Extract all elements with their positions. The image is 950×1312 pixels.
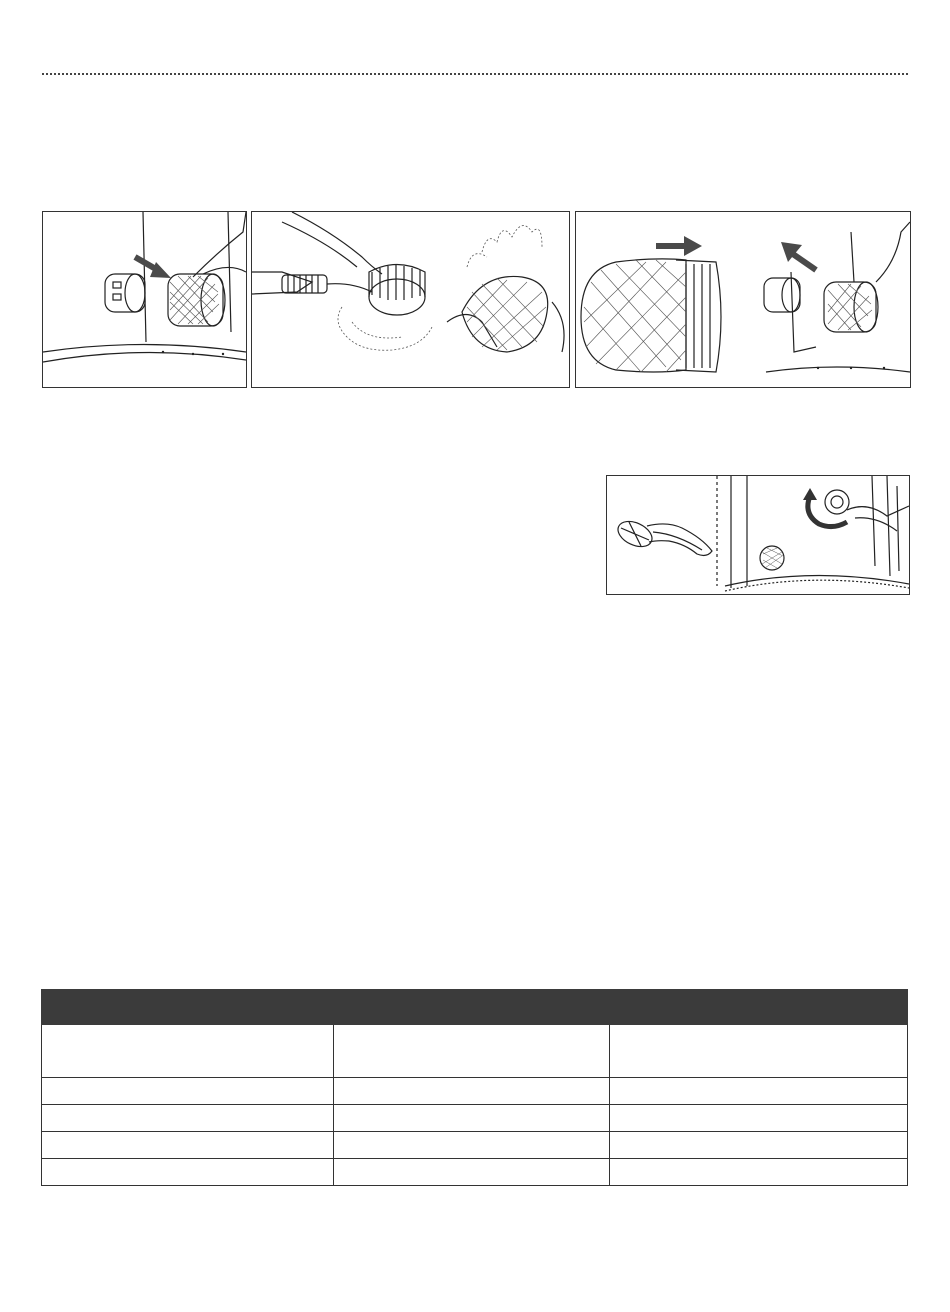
section-divider [42, 73, 908, 75]
table-cell [334, 1025, 609, 1078]
arrow-icon [781, 242, 816, 270]
table-cell [42, 1025, 334, 1078]
table-row [42, 1078, 908, 1105]
table-row [42, 1105, 908, 1132]
table-cell [609, 1078, 907, 1105]
table-row [42, 1159, 908, 1186]
figure-filter-rinse [251, 211, 570, 388]
figure-filter-reinstall [575, 211, 911, 388]
table-header-cell [334, 990, 609, 1025]
table-header-cell [609, 990, 907, 1025]
table-cell [42, 1132, 334, 1159]
table-header-row [42, 990, 908, 1025]
table-row [42, 1025, 908, 1078]
figure-filter-removal [42, 211, 247, 388]
table-cell [609, 1105, 907, 1132]
table-cell [334, 1078, 609, 1105]
table-cell [609, 1159, 907, 1186]
filter-rinse-illustration [252, 212, 569, 387]
table-cell [42, 1159, 334, 1186]
table-cell [609, 1025, 907, 1078]
valve-tool-illustration [607, 476, 909, 594]
table-cell [42, 1105, 334, 1132]
table-header-cell [42, 990, 334, 1025]
table-cell [334, 1159, 609, 1186]
table-cell [334, 1105, 609, 1132]
figure-valve-tool [606, 475, 910, 595]
filter-removal-illustration [43, 212, 246, 387]
table-cell [42, 1078, 334, 1105]
spec-table [41, 989, 908, 1186]
filter-reinstall-illustration [576, 212, 910, 387]
table-cell [609, 1132, 907, 1159]
table-row [42, 1132, 908, 1159]
arrow-icon [656, 236, 702, 256]
table-cell [334, 1132, 609, 1159]
